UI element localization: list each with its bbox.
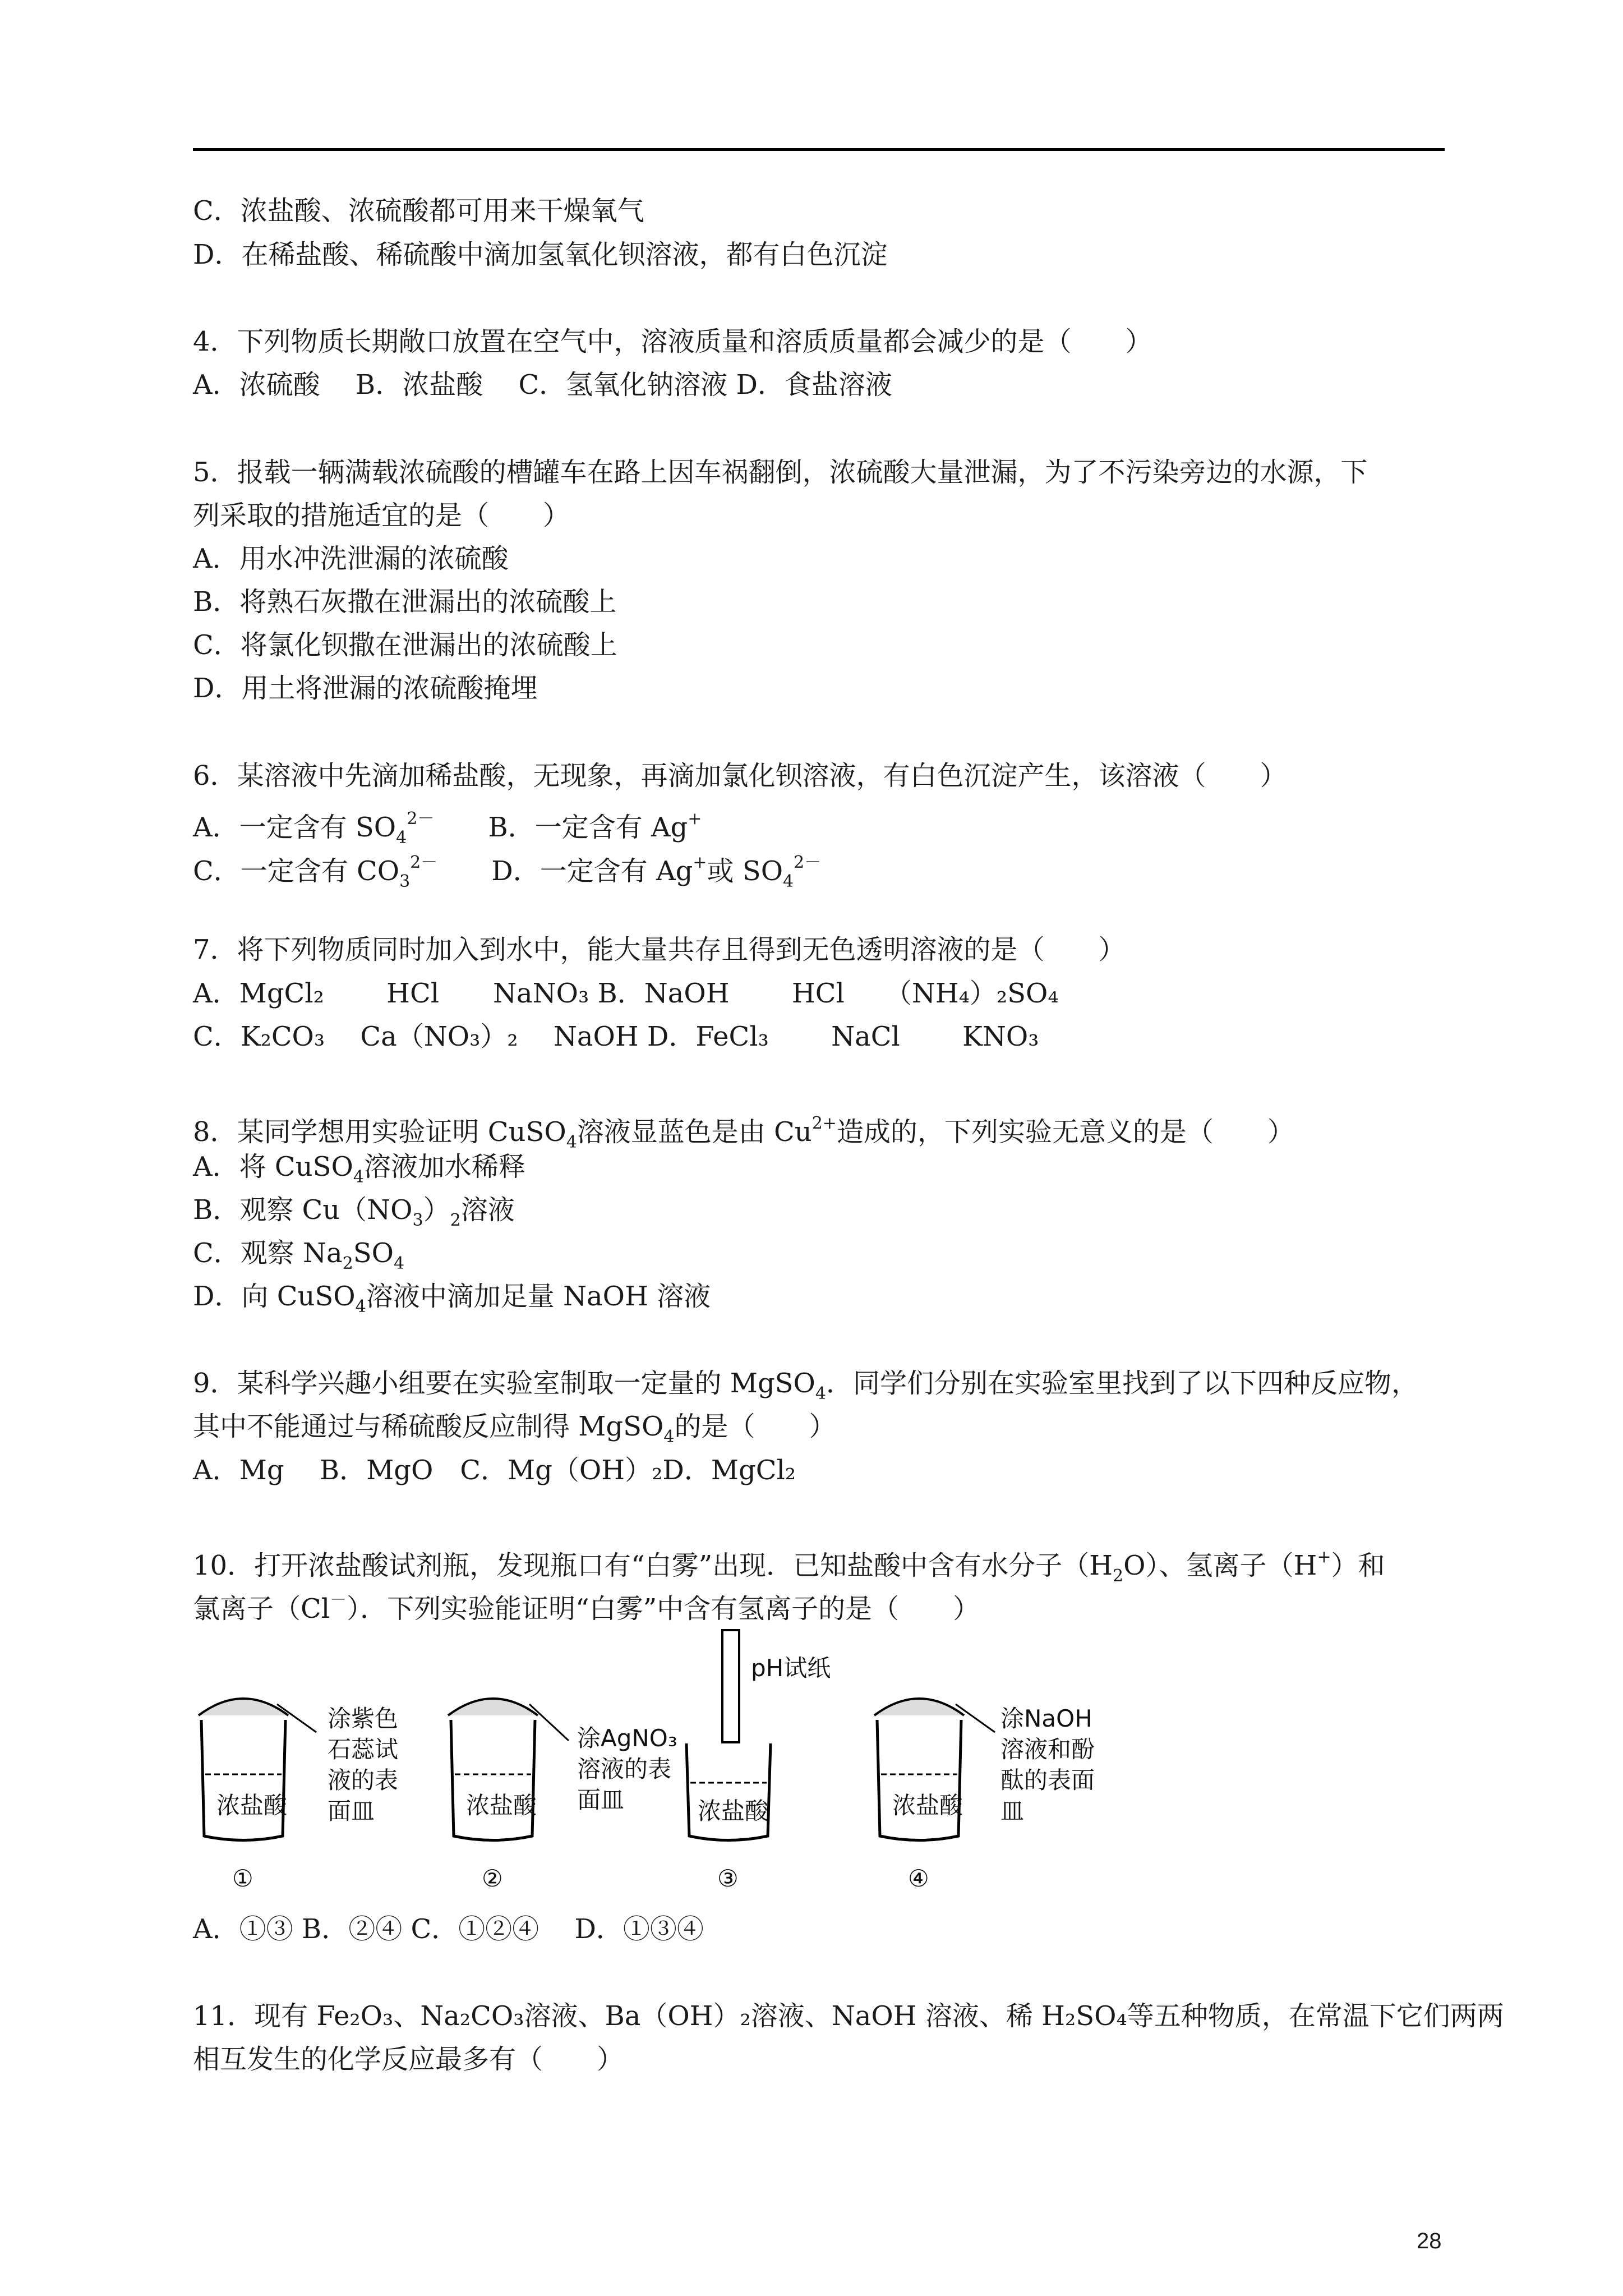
q3-option-d: D．在稀盐酸、稀硫酸中滴加氢氧化钡溶液，都有白色沉淀 (193, 239, 888, 270)
beaker-2-liquid: 浓盐酸 (466, 1792, 537, 1819)
q8-option-b: B．观察 $Cu(NO_3)_2$溶液 (193, 1194, 515, 1230)
beaker-2-note-2: 溶液的表 (577, 1755, 672, 1783)
q10-stem-line2: 氯离子（Cl－）．下列实验能证明“白雾”中含有氢离子的是（ ） (193, 1590, 980, 1625)
q9-stem-line2: 其中不能通过与稀硫酸反应制得 MgSO$_4$的是（ ） (193, 1411, 836, 1447)
beaker-4-note-4: 皿 (1000, 1797, 1025, 1825)
q10-options: A．①③ B．②④ C．①②④ D．①③④ (193, 1913, 704, 1945)
q7-options-ab: A．MgCl₂ HCl NaNO₃ B．NaOH HCl （NH₄）₂SO₄ (193, 978, 1059, 1009)
beaker-1-note-4: 面皿 (328, 1797, 375, 1825)
beaker-4-liquid: 浓盐酸 (892, 1792, 963, 1819)
q9-options: A．Mg B．MgO C．Mg（OH）₂D．MgCl₂ (193, 1455, 796, 1486)
q5-option-d: D．用土将泄漏的浓硫酸掩埋 (193, 673, 538, 704)
beaker-4-label: ④ (908, 1865, 929, 1892)
beaker-3 (686, 1630, 831, 1892)
beaker-2-note-1: 涂AgNO₃ (577, 1724, 677, 1752)
q5-option-c: C．将氯化钡撒在泄漏出的浓硫酸上 (193, 629, 617, 661)
page-number: 28 (1417, 2229, 1442, 2253)
beaker-1 (199, 1699, 398, 1892)
ph-paper-label: pH试纸 (751, 1654, 831, 1682)
q8-option-c: C．观察 $Na_2SO_4$ (193, 1237, 405, 1273)
beaker-4 (874, 1699, 1095, 1892)
q6-options-cd: C．一定含有 $CO_3^{2-}$ D．一定含有 Ag+或 $SO_4^{2-}$ (193, 853, 822, 891)
beaker-1-label: ① (232, 1865, 253, 1892)
q11-stem-line1: 11．现有 Fe₂O₃、Na₂CO₃溶液、Ba（OH）₂溶液、NaOH 溶液、稀 H₂SO₄等五种物质，在常温下它们两两 (193, 2000, 1504, 2032)
beaker-3-label: ③ (717, 1865, 739, 1892)
q9-stem-line1: 9．某科学兴趣小组要在实验室制取一定量的 MgSO$_4$．同学们分别在实验室里找到了以下四种反应物， (193, 1368, 1419, 1404)
q8-option-d: D．向 CuSO$_4$溶液中滴加足量 NaOH 溶液 (193, 1281, 711, 1317)
q5-option-b: B．将熟石灰撒在泄漏出的浓硫酸上 (193, 586, 617, 618)
beaker-4-note-1: 涂NaOH (1000, 1705, 1092, 1732)
beaker-1-note-1: 涂紫色 (328, 1705, 399, 1732)
q8-option-a: A．将 CuSO$_4$溶液加水稀释 (193, 1151, 525, 1187)
beaker-1-note-3: 液的表 (328, 1766, 399, 1794)
q4-options: A．浓硫酸 B．浓盐酸 C．氢氧化钠溶液 D．食盐溶液 (193, 369, 892, 401)
q10-stem-line1: 10．打开浓盐酸试剂瓶，发现瓶口有“白雾”出现．已知盐酸中含有水分子$(H_2O)$、氢离子（H+）和 (193, 1547, 1385, 1586)
ph-paper-strip (722, 1630, 739, 1742)
beaker-2-note-3: 面皿 (577, 1786, 625, 1814)
q7-options-cd: C．K₂CO₃ Ca（NO₃）₂ NaOH D．FeCl₃ NaCl KNO₃ (193, 1021, 1039, 1052)
q6-stem: 6．某溶液中先滴加稀盐酸，无现象，再滴加氯化钡溶液，有白色沉淀产生，该溶液（ ） (193, 760, 1287, 792)
q5-option-a: A．用水冲洗泄漏的浓硫酸 (193, 543, 509, 574)
q6-options-ab: A．一定含有 $SO_4^{2-}$ B．一定含有 Ag+ (193, 809, 702, 848)
beaker-4-note-3: 酞的表面 (1000, 1766, 1095, 1794)
beaker-2-label: ② (482, 1865, 503, 1892)
q11-stem-line2: 相互发生的化学反应最多有（ ） (193, 2044, 624, 2075)
q10-experiment-figure (193, 1620, 1180, 1901)
beaker-1-liquid: 浓盐酸 (216, 1792, 288, 1819)
beaker-4-note-2: 溶液和酚 (1000, 1736, 1095, 1763)
q5-stem-line1: 5．报载一辆满载浓硫酸的槽罐车在路上因车祸翻倒，浓硫酸大量泄漏，为了不污染旁边的水源，下 (193, 457, 1368, 488)
header-rule (193, 148, 1445, 151)
beaker-1-note-2: 石蕊试 (328, 1736, 399, 1763)
q4-stem: 4．下列物质长期敞口放置在空气中，溶液质量和溶质质量都会减少的是（ ） (193, 326, 1152, 357)
beaker-2 (448, 1699, 677, 1892)
beaker-3-liquid: 浓盐酸 (698, 1797, 769, 1825)
q3-option-c: C．浓盐酸、浓硫酸都可用来干燥氧气 (193, 195, 644, 227)
q7-stem: 7．将下列物质同时加入到水中，能大量共存且得到无色透明溶液的是（ ） (193, 934, 1126, 965)
q8-stem: 8．某同学想用实验证明 CuSO$_4$溶液显蓝色是由 $Cu^{2+}$造成的，下列实验无意义的是（ ） (193, 1114, 1294, 1152)
q5-stem-line2: 列采取的措施适宜的是（ ） (193, 500, 570, 531)
